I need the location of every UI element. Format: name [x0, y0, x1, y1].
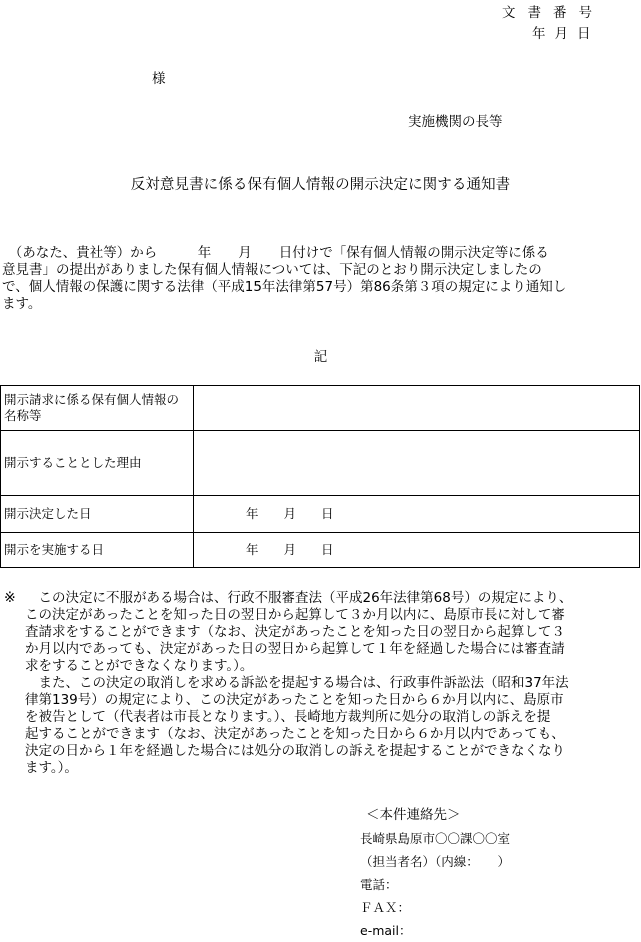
note-line: 求をすることができなくなります。）。: [25, 658, 254, 674]
note-line: 律第139号）の規定により、この決定があったことを知った日から６か月以内に、島原市: [25, 692, 564, 708]
table-row: [1, 533, 640, 568]
note-line: 査請求をすることができます（なお、決定があったことを知った日の翌日から起算して３: [25, 624, 565, 640]
table-row-label: 開示決定した日: [1, 496, 194, 533]
document-title: 反対意見書に係る保有個人情報の開示決定に関する通知書: [130, 177, 511, 193]
table-row-value: 年 月 日: [194, 533, 640, 568]
table-row-label: 開示を実施する日: [1, 533, 194, 568]
contact-phone: 電話：: [360, 877, 398, 892]
contact-person: （担当者名）（内線： ）: [360, 854, 511, 869]
table-row-value: [194, 431, 640, 496]
note-line: また、この決定の取消しを求める訴訟を提起する場合は、行政事件訴訟法（昭和37年法: [25, 675, 569, 691]
contact-block: [360, 804, 510, 942]
table-row-label: 開示することとした理由: [1, 431, 194, 496]
intro-line: （あなた、貴社等）から 年 月 日付けで「保有個人情報の開示決定等に係る: [2, 245, 549, 261]
note-mark: ※: [4, 590, 16, 606]
note-line: 起することができます（なお、決定があったことを知った日から６か月以内であっても、: [25, 726, 565, 742]
contact-fax: ＦＡＸ：: [360, 900, 411, 915]
note-line: この決定があったことを知った日の翌日から起算して３か月以内に、島原市長に対して審: [25, 607, 565, 623]
note-line: この決定に不服がある場合は、行政不服審査法（平成26年法律第68号）の規定により、: [25, 590, 573, 606]
table-row-value: [194, 386, 640, 431]
table-row-label: 開示請求に係る保有個人情報の名称等: [1, 386, 194, 431]
intro-line: で、個人情報の保護に関する法律（平成15年法律第57号）第86条第３項の規定により通知し: [2, 279, 567, 295]
table-row-value: 年 月 日: [194, 496, 640, 533]
contact-address: 長崎県島原市〇〇課〇〇室: [360, 831, 511, 846]
table-row: [1, 386, 640, 431]
note-line: 決定の日から１年を経過した場合には処分の取消しの訴えを提起することができなくなり: [25, 743, 565, 759]
notes-paragraph: [25, 590, 640, 777]
ki-heading: 記: [313, 349, 328, 365]
contact-heading: ＜本件連絡先＞: [366, 807, 461, 823]
note-line: ます。）。: [25, 760, 78, 776]
sender-name: 実施機関の長等: [408, 114, 503, 130]
note-line: か月以内であっても、決定があった日の翌日から起算して１年を経過した場合には審査請: [25, 641, 565, 657]
contact-email: e-mail：: [360, 923, 412, 938]
intro-line: 意見書」の提出がありました保有個人情報については、下記のとおり開示決定しましたの: [2, 262, 542, 278]
document-number-label: 文書番号: [502, 5, 604, 21]
note-line: を被告として（代表者は市長となります。）、長崎地方裁判所に処分の取消しの訴えを提: [25, 709, 551, 725]
decision-details-table: [0, 385, 640, 568]
table-row: [1, 496, 640, 533]
intro-line: ます。: [2, 296, 42, 312]
table-row: [1, 431, 640, 496]
recipient-suffix: 様: [152, 71, 166, 87]
document-date-label: 年月日: [532, 26, 600, 42]
intro-paragraph: [2, 245, 641, 313]
